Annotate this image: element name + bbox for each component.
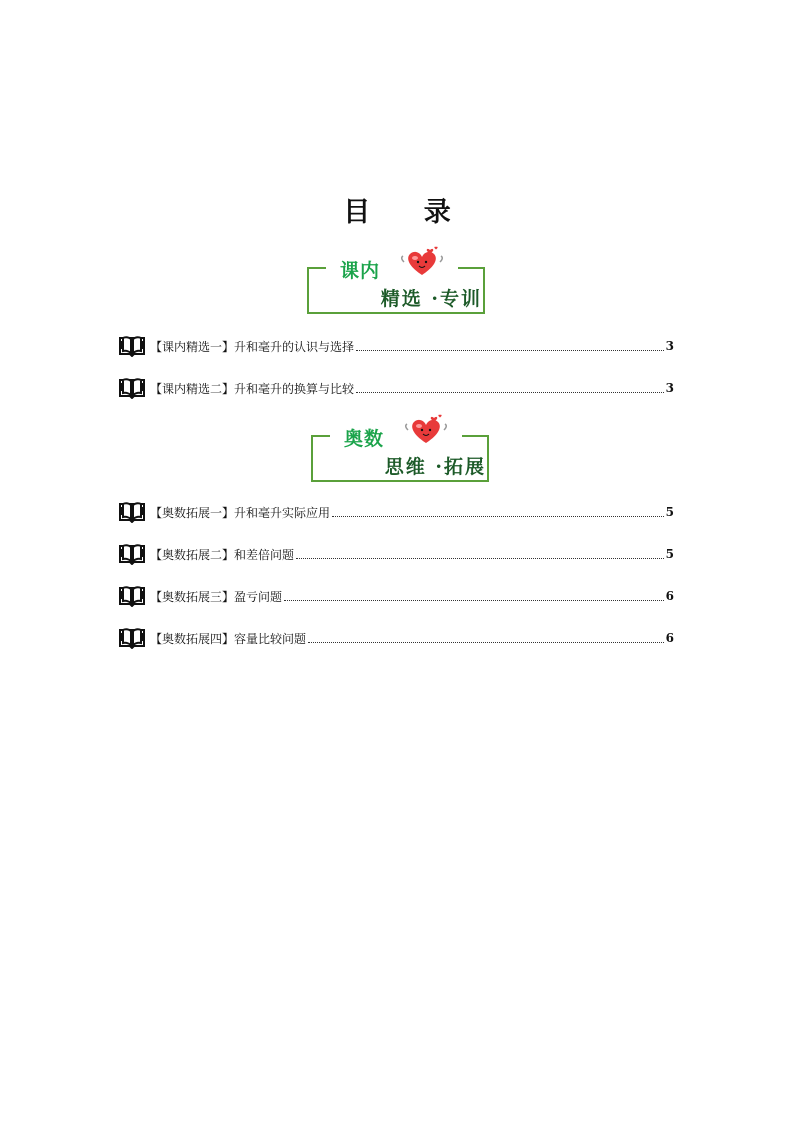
heart-icon bbox=[400, 246, 444, 278]
dot-leader bbox=[356, 350, 664, 351]
toc-page-number: 5 bbox=[665, 505, 674, 519]
open-book-icon bbox=[118, 585, 146, 607]
toc-entry-label: 【奥数拓展四】容量比较问题 bbox=[150, 631, 307, 646]
toc-entry[interactable] bbox=[118, 543, 674, 565]
section-top-text: 课内 bbox=[338, 256, 382, 283]
toc-entry-label: 【课内精选二】升和毫升的换算与比较 bbox=[150, 381, 355, 396]
dot-leader bbox=[356, 392, 664, 393]
toc-entry[interactable] bbox=[118, 501, 674, 523]
toc-entry[interactable] bbox=[118, 377, 674, 399]
toc-entry-label: 【奥数拓展一】升和毫升实际应用 bbox=[150, 505, 331, 520]
open-book-icon bbox=[118, 377, 146, 399]
section-bottom-text: 思维 ·拓展 bbox=[384, 456, 486, 478]
heart-icon bbox=[404, 414, 448, 446]
section-bottom-text: 精选 ·专训 bbox=[380, 288, 482, 310]
dot-leader bbox=[296, 558, 664, 559]
toc-page-number: 3 bbox=[665, 381, 674, 395]
section-header-aoshu bbox=[310, 428, 492, 486]
section-header-kenei bbox=[306, 260, 488, 318]
open-book-icon bbox=[118, 501, 146, 523]
toc-page-number: 6 bbox=[665, 589, 674, 603]
section-top-text: 奥数 bbox=[342, 424, 386, 451]
toc-page-number: 3 bbox=[665, 339, 674, 353]
toc-entry[interactable] bbox=[118, 335, 674, 357]
toc-page-number: 5 bbox=[665, 547, 674, 561]
dot-leader bbox=[332, 516, 664, 517]
toc-page-number: 6 bbox=[665, 631, 674, 645]
open-book-icon bbox=[118, 335, 146, 357]
open-book-icon bbox=[118, 627, 146, 649]
open-book-icon bbox=[118, 543, 146, 565]
toc-entry-label: 【奥数拓展三】盈亏问题 bbox=[150, 589, 283, 604]
toc-entry[interactable] bbox=[118, 627, 674, 649]
toc-entry[interactable] bbox=[118, 585, 674, 607]
dot-leader bbox=[284, 600, 664, 601]
toc-title: 目 录 bbox=[343, 197, 473, 228]
toc-entry-label: 【奥数拓展二】和差倍问题 bbox=[150, 547, 295, 562]
toc-entry-label: 【课内精选一】升和毫升的认识与选择 bbox=[150, 339, 355, 354]
dot-leader bbox=[308, 642, 664, 643]
